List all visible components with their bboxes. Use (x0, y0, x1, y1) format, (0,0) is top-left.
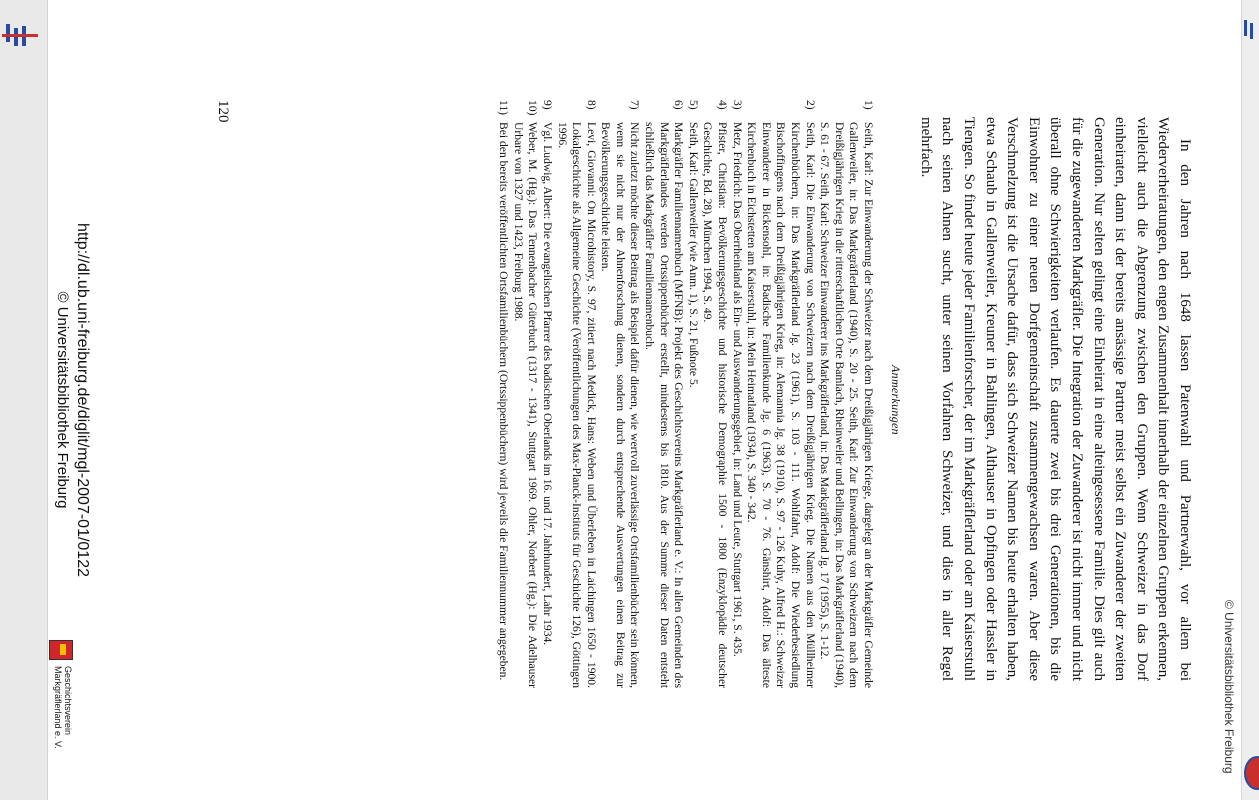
footnote-item: 2) Seith, Karl: Die Einwanderung von Schweizern nach dem Dreißigjährigen Krieg. Die Namen aus den Müllheimer Kirchenbüchern, in: Das Markgräflerland Jg. 23 (1961), S. 103 - 111. Wohlfahrt, Adolf: Die Wiederbesiedlung Bischoffingens nach dem Dreißigjährigen Krieg, in: Alemannia Jg. 38 (1910), S. 97 - 126 Kuhy, Alfred H.: Schweizer Einwanderer in Bickensohl, in: Badische Familienkunde Jg. 6 (1963), S. 70 - 76. Gänshirt, Adolf: Das älteste Kirchenbuch in Eichstetten am Kaiserstuhl, in: Mein Heimatland (1934), S. 340 - 342. (745, 100, 817, 688)
footnote-item: 11) Bei den bereits veröffentlichten Ortsfamilienbüchern (Ortssippenbüchern) wird jeweils die Familiennummer angegeben. (497, 100, 511, 681)
footnotes-list (496, 100, 875, 688)
scanned-page (47, 0, 1241, 800)
ub-freiburg-logo-icon[interactable] (2, 16, 38, 52)
top-edge-copyright: © Universitätsbibliothek Freiburg (1222, 600, 1236, 774)
publisher-logo (49, 640, 73, 800)
publisher-line-2: Markgräflerland e. V. (53, 666, 63, 749)
page-number: 120 (215, 100, 231, 123)
right-viewer-sidebar (1241, 0, 1259, 800)
publisher-line-1: Geschichtsverein (63, 666, 73, 736)
footnote-item: 6) Markgräfler Familiennamenbuch (MFNB): Projekt des Geschichtsvereins Markgräflerland e. V.: In allen Gemeinden des Markgräflerlandes werden Ortssippenbücher erstellt, mindestens bis 1810. Aus der Summe dieser Daten entsteht schließlich das Markgräfler Familiennamenbuch. (643, 100, 686, 688)
footnote-item: 3) Metz, Friedrich: Das Oberrheinland als Ein- und Auswanderungsgebiet, in: Land und Leute, Stuttgart 1961, S. 435. (730, 100, 744, 657)
notes-heading: Anmerkungen (889, 365, 903, 435)
coat-of-arms-icon (49, 640, 73, 660)
footnote-item: 9) Vgl. Ludwig, Albert: Die evangelischen Pfarrer des badischen Oberlands im 16. und 17. Jahrhundert, Lahr 1934. (540, 100, 554, 646)
copyright-line: © Universitätsbibliothek Freiburg (54, 291, 71, 509)
footnote-item: 10) Weber, M. (Hg.): Das Tennenbacher Güterbuch (1317 - 1341), Stuttgart 1969. Ohler, Norbert (Hg.): Die Adelhauser Urbare von 1327 und 1423, Freiburg 1988. (511, 100, 540, 688)
footnote-item: 5) Seith, Karl: Gallenweiler (wie Anm. 1), S. 21, Fußnote 5. (686, 100, 700, 388)
footnote-item: 4) Pfister, Christian: Bevölkerungsgeschichte und historische Demographie 1500 - 1800 (Enzyklopädie deutscher Geschichte, Bd. 28), München 1994, S. 49. (701, 100, 730, 688)
rotated-page-content (47, 0, 1241, 800)
page-url[interactable]: http://dl.ub.uni-freiburg.de/diglit/mgl-2007-01/0122 (74, 223, 91, 577)
body-paragraph: In den Jahren nach 1648 lassen Patenwahl und Partnerwahl, vor allem bei Wiederverheiratungen, den engen Zusammenhalt innerhalb der einzelnen Gruppen erkennen, vielleicht auch die Abgrenzung zwischen den Gruppen. Wenn Schweizer in das Dorf einheiraten, dann ist der bereits ansässige Partner meist selbst ein Zuwanderer der zweiten Generation. Nur selten gelingt eine Einheirat in eine alteingesessene Familie. Dies gilt auch für die zugewanderten Markgräfler. Die Integration der Zuwanderer ist nicht immer und nicht überall ohne Schwierigkeiten verlaufen. Es dauerte zwei bis drei Generationen, bis die Einwohner zu einer neuen Dorfgemeinschaft zusammengewachsen waren. Aber diese Verschmelzung ist die Ursache dafür, dass sich Schweizer Namen bis heute erhalten haben, etwa Schaub in Gallenweiler, Kreuner in Bahlingen, Althauser in Opfingen oder Hassler in Tiengen. So findet heute jeder Familienforscher, der im Markgräflerland oder am Kaiserstuhl nach seinen Ahnen sucht, unter seinen Vorfahren Schweizer, und dies in aller Regel mehrfach. (917, 117, 1193, 681)
footnote-item: 8) Levi, Giovanni: On Microhistory, S. 97, zitiert nach Medick, Hans: Weben und Überleben in Laichingen 1650 - 1900. Lokalgeschichte als Allgemeine Geschichte (Veröffentlichungen des Max-Planck-Instituts für Geschichte 126), Göttingen 1996. (555, 100, 598, 688)
footnote-item: 7) Nicht zuletzt möchte dieser Beitrag als Beispiel dafür dienen, wie wertvoll zuverlässige Ortsfamilienbücher sein können, wenn sie nicht nur der Ahnenforschung dienen, sondern durch entsprechende Auswertungen einen Beitrag zur Bevölkerungsgeschichte leisten. (599, 100, 642, 688)
ub-freiburg-logo-icon-right[interactable] (1242, 18, 1258, 40)
footnote-item: 1) Seith, Karl: Zur Einwanderung der Schweizer nach dem Dreißigjährigen Kriege, dargelegt an der Markgräfler Gemeinde Gallenweiler, in: Das Markgräflerland (1940), S. 20 - 25. Seith, Karl: Zur Einwanderung von Schweizern nach dem Dreißigjährigen Krieg in die ritterschaftlichen Orte Bamlach, Rheinweiler und Bellingen, in: Das Markgräflerland (1940), S. 61 - 67. Seith, Karl: Schweizer Einwanderer ins Markgräflerland, in: Das Markgräflerland Jg. 17 (1955), S. 1-12. (818, 100, 875, 688)
left-viewer-sidebar (0, 0, 48, 800)
